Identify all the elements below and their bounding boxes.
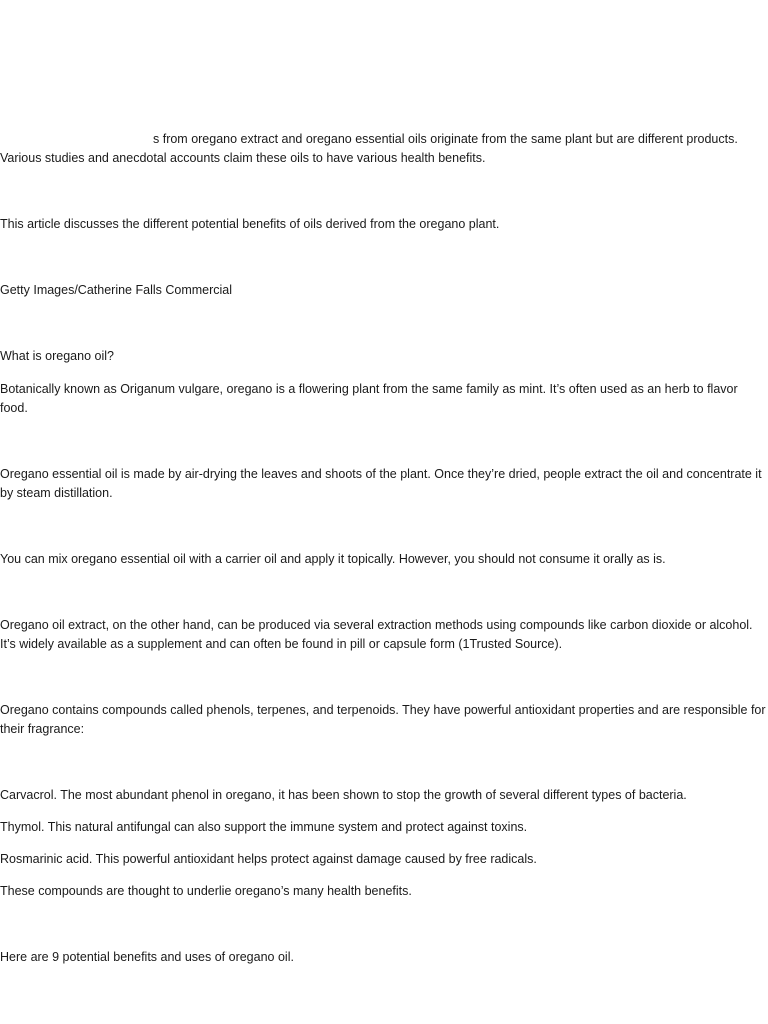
compounds-summary: These compounds are thought to underlie oregano’s many health benefits. <box>0 884 412 898</box>
essential-oil-paragraph: Oregano essential oil is made by air-drying the leaves and shoots of the plant. Once they’re dried, people extract the oil and concentrate it by steam distillation. <box>0 467 762 500</box>
image-credit: Getty Images/Catherine Falls Commercial <box>0 283 233 297</box>
benefits-intro: Here are 9 potential benefits and uses of oregano oil. <box>0 950 294 964</box>
list-item-rosmarinic-acid: Rosmarinic acid. This powerful antioxidant helps protect against damage caused by free radicals. <box>0 852 537 866</box>
article-summary-paragraph: This article discusses the different potential benefits of oils derived from the oregano plant. <box>0 217 500 231</box>
list-item-carvacrol: Carvacrol. The most abundant phenol in oregano, it has been shown to stop the growth of several different types of bacteria. <box>0 788 687 802</box>
section-heading: What is oregano oil? <box>0 349 114 363</box>
intro-paragraph: s from oregano extract and oregano essential oils originate from the same plant but are different products. Various studies and anecdotal accounts claim these oils to have various health benefits. <box>0 132 738 165</box>
extract-paragraph: Oregano oil extract, on the other hand, can be produced via several extraction methods using compounds like carbon dioxide or alcohol. It’s widely available as a supplement and can often be found in pill or capsule form (1Trusted Source). <box>0 618 753 651</box>
list-item-thymol: Thymol. This natural antifungal can also support the immune system and protect against toxins. <box>0 820 528 834</box>
document-body <box>0 130 768 967</box>
botanical-paragraph: Botanically known as Origanum vulgare, oregano is a flowering plant from the same family as mint. It’s often used as an herb to flavor food. <box>0 382 738 415</box>
topical-use-paragraph: You can mix oregano essential oil with a carrier oil and apply it topically. However, you should not consume it orally as is. <box>0 552 666 566</box>
compounds-paragraph: Oregano contains compounds called phenols, terpenes, and terpenoids. They have powerful antioxidant properties and are responsible for their fragrance: <box>0 703 766 736</box>
